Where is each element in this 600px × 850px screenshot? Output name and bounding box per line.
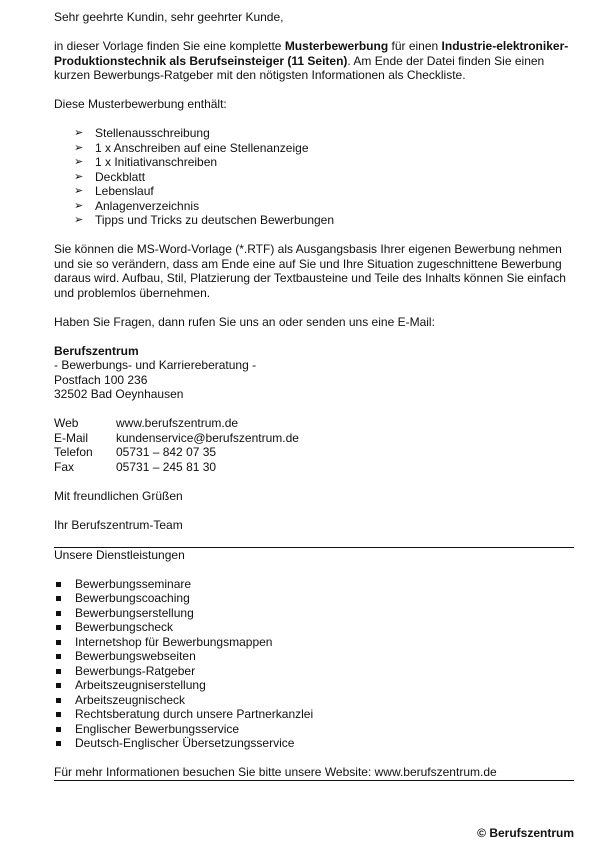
intro-bold-2: Industrie-elektroniker-Produktionstechnik als Berufseinsteiger (11 Seiten) <box>54 39 569 68</box>
square-bullet-icon <box>56 596 61 601</box>
arrow-bullet-icon: ➢ <box>74 170 84 183</box>
list-item: Deutsch-Englischer Übersetzungsservice <box>56 736 574 751</box>
list-item: ➢ Lebenslauf <box>74 184 154 198</box>
contact-table <box>54 416 299 474</box>
arrow-bullet-icon: ➢ <box>74 185 84 197</box>
intro-text-1: in dieser Vorlage finden Sie eine komplette <box>54 39 285 53</box>
arrow-bullet-icon: ➢ <box>74 127 84 139</box>
list-item: Arbeitszeugniserstellung <box>56 678 574 693</box>
intro-text-2: für einen <box>388 39 442 53</box>
org-name: Berufszentrum <box>54 343 139 358</box>
contact-value: 05731 – 842 07 35 <box>116 445 217 459</box>
list-item: ➢ Stellenausschreibung <box>74 126 210 140</box>
usage-paragraph: Sie können die MS-Word-Vorlage (*.RTF) als Ausgangsbasis Ihrer eigenen Bewerbung nehmen und sie so verändern, dass am Ende eine auf Sie und Ihre Situation zugeschnittene Bewerbung daraus wird. Aufbau, Stil, Platzierung der Textbausteine und Teile des Inhalts können Sie einfach und problemlos übernehmen. <box>54 242 566 300</box>
contact-label: Telefon <box>54 445 93 459</box>
contact-web-link[interactable]: www.berufszentrum.de <box>116 416 239 430</box>
contents-intro: Diese Musterbewerbung enthält: <box>54 97 227 111</box>
org-tagline: - Bewerbungs- und Karriereberatung - <box>54 358 257 372</box>
square-bullet-icon <box>56 640 61 645</box>
signature: Ihr Berufszentrum-Team <box>54 517 183 532</box>
list-item: ➢ 1 x Anschreiben auf eine Stellenanzeige <box>74 140 309 155</box>
questions-paragraph: Haben Sie Fragen, dann rufen Sie uns an oder senden uns eine E-Mail: <box>54 314 435 329</box>
org-city: 32502 Bad Oeynhausen <box>54 387 184 401</box>
intro-bold-1: Musterbewerbung <box>284 39 389 53</box>
intro-paragraph <box>54 39 574 83</box>
list-item: Arbeitszeugnischeck <box>56 693 574 708</box>
list-item: Rechtsberatung durch unsere Partnerkanzlei <box>56 707 574 722</box>
list-item: Bewerbungscheck <box>56 620 574 635</box>
contact-row-email <box>54 431 299 446</box>
contact-label: E-Mail <box>54 430 89 445</box>
contact-row-web <box>54 416 299 431</box>
contact-label: Web <box>54 416 79 430</box>
square-bullet-icon <box>56 741 61 746</box>
square-bullet-icon <box>56 683 61 688</box>
square-bullet-icon <box>56 712 61 717</box>
arrow-bullet-icon: ➢ <box>74 141 84 154</box>
list-item: Bewerbungscoaching <box>56 591 574 606</box>
arrow-bullet-icon: ➢ <box>74 156 84 168</box>
list-item: ➢ Anlagenverzeichnis <box>74 198 200 213</box>
divider <box>54 780 574 781</box>
square-bullet-icon <box>56 698 61 703</box>
list-item: Bewerbungswebseiten <box>56 649 574 664</box>
closing: Mit freundlichen Grüßen <box>54 488 183 503</box>
square-bullet-icon <box>56 669 61 674</box>
square-bullet-icon <box>56 727 61 732</box>
arrow-bullet-icon: ➢ <box>74 214 84 226</box>
contact-row-fax <box>54 460 299 475</box>
arrow-bullet-icon: ➢ <box>74 199 84 212</box>
contact-value: 05731 – 245 81 30 <box>116 459 217 474</box>
list-item: Bewerbungs-Ratgeber <box>56 664 574 679</box>
contact-row-phone <box>54 445 299 460</box>
square-bullet-icon <box>56 611 61 616</box>
more-info: Für mehr Informationen besuchen Sie bitte unsere Website: www.berufszentrum.de <box>54 765 497 779</box>
list-item: Bewerbungserstellung <box>56 606 574 621</box>
list-item: Englischer Bewerbungsservice <box>56 722 574 737</box>
list-item: ➢ 1 x Initiativanschreiben <box>74 155 218 169</box>
contents-list <box>54 126 574 228</box>
square-bullet-icon <box>56 625 61 630</box>
contact-label: Fax <box>54 459 75 474</box>
services-list <box>54 577 574 751</box>
address-block <box>54 344 574 402</box>
org-postbox: Postfach 100 236 <box>54 372 148 387</box>
contact-email-link[interactable]: kundenservice@berufszentrum.de <box>116 430 299 445</box>
square-bullet-icon <box>56 582 61 587</box>
copyright: © Berufszentrum <box>477 826 574 840</box>
list-item: Internetshop für Bewerbungsmappen <box>56 635 574 650</box>
services-title: Unsere Dienstleistungen <box>54 547 185 562</box>
list-item: Bewerbungsseminare <box>56 577 574 592</box>
intro-text-3: . Am Ende der Datei finden Sie einen kurzen Bewerbungs-Ratgeber mit den nötigsten Informationen als Checkliste. <box>54 53 545 82</box>
greeting: Sehr geehrte Kundin, sehr geehrter Kunde, <box>54 10 284 24</box>
square-bullet-icon <box>56 654 61 659</box>
list-item: ➢ Deckblatt <box>74 169 146 184</box>
list-item: ➢ Tipps und Tricks zu deutschen Bewerbungen <box>74 213 335 227</box>
